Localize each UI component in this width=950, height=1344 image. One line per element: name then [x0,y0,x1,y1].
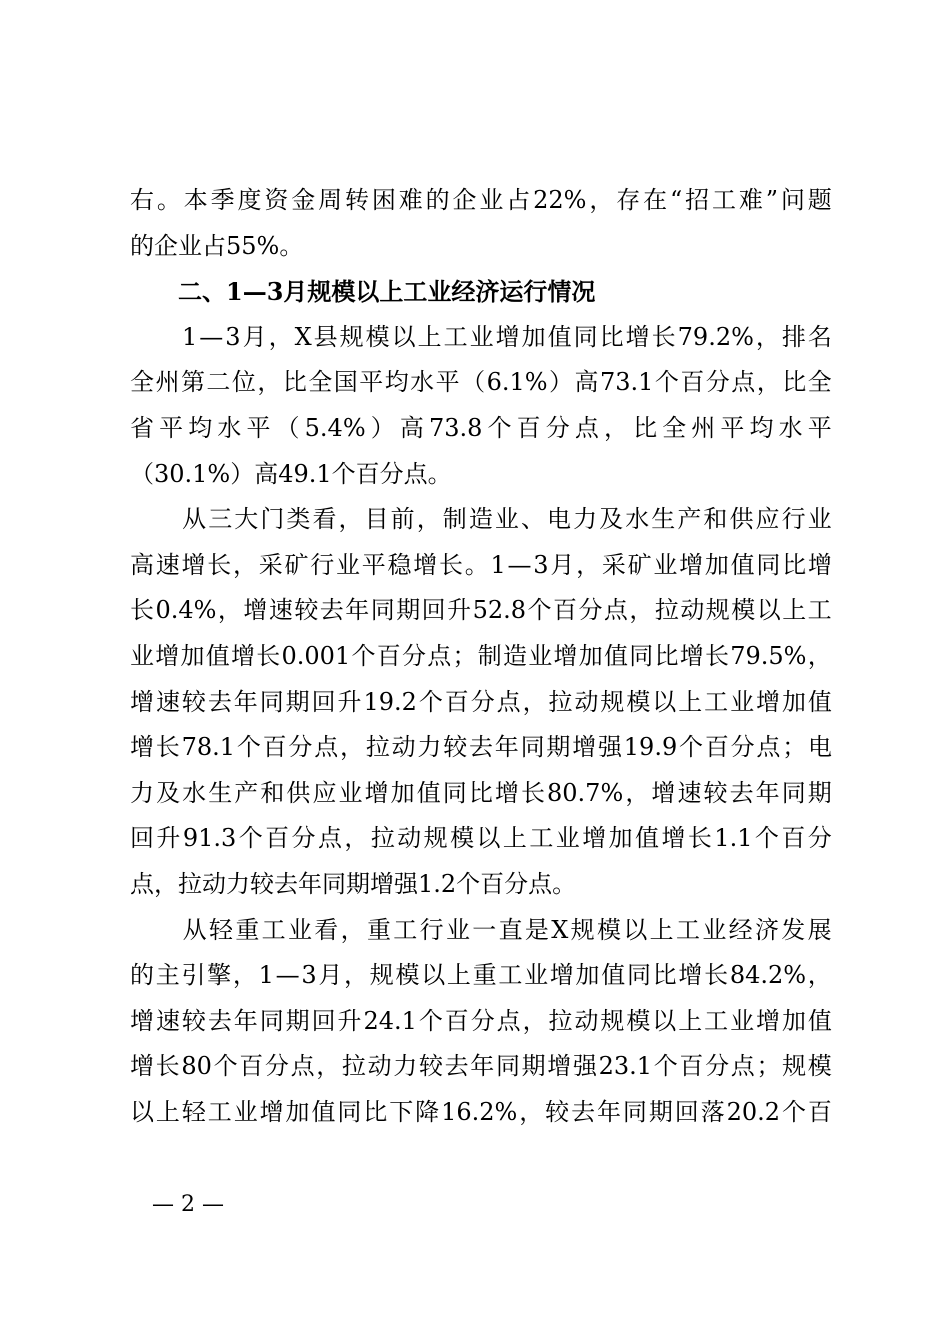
paragraph-line: 增 速 较 去 年 同 期 回 升 19.2 个 百 分 点 ， 拉 动 规 模 以 上 工 业 增 加 值 [130,687,832,716]
paragraph-line: 力 及 水 生 产 和 供 应 业 增 加 值 同 比 增 长 80.7% ， 增 速 较 去 年 同 期 [130,778,832,807]
paragraph-line: 回 升 91.3 个 百 分 点 ， 拉 动 规 模 以 上 工 业 增 加 值 增 长 1.1 个 百 分 [130,824,832,853]
paragraph-line: 以 上 轻 工 业 增 加 值 同 比 下 降 16.2% ， 较 去 年 同 期 回 落 20.2 个 百 [130,1097,832,1126]
paragraph-line: 的企业占55%。 [130,231,304,260]
paragraph-line: 省 平 均 水 平 （ 5.4% ） 高 73.8 个 百 分 点 ， 比 全 州 平 均 水 平 [130,413,832,442]
document-body [130,178,832,1135]
paragraph-line: 右 。 本 季 度 资 金 周 转 困 难 的 企 业 占 22% ， 存 在 “ 招 工 难 ” 问 题 [130,186,832,214]
paragraph-line: 增 长 78.1 个 百 分 点 ， 拉 动 力 较 去 年 同 期 增 强 19.9 个 百 分 点 ； 电 [130,733,832,762]
paragraph-line: 业 增 加 值 增 长 0.001 个 百 分 点 ； 制 造 业 增 加 值 同 比 增 长 79.5% ， [130,641,832,670]
paragraph-line: 长 0.4% ， 增 速 较 去 年 同 期 回 升 52.8 个 百 分 点 ， 拉 动 规 模 以 上 工 [130,596,832,625]
section-heading: 二、1—3月规模以上工业经济运行情况 [130,277,596,307]
paragraph-line: 点，拉动力较去年同期增强1.2个百分点。 [130,869,577,898]
paragraph-line: 增 速 较 去 年 同 期 回 升 24.1 个 百 分 点 ， 拉 动 规 模 以 上 工 业 增 加 值 [130,1006,832,1035]
paragraph-line: 的 主 引 擎 ， 1 — 3 月 ， 规 模 以 上 重 工 业 增 加 值 同 比 增 长 84.2% ， [130,961,832,990]
paragraph-line: 从 三 大 门 类 看 ， 目 前 ， 制 造 业 、 电 力 及 水 生 产 和 供 应 行 业 [182,505,832,534]
page-number: — 2 — [152,1192,224,1217]
paragraph-line: 从 轻 重 工 业 看 ， 重 工 行 业 一 直 是 X 规 模 以 上 工 业 经 济 发 展 [182,915,832,944]
paragraph-line: 增 长 80 个 百 分 点 ， 拉 动 力 较 去 年 同 期 增 强 23.1 个 百 分 点 ； 规 模 [130,1052,832,1081]
paragraph-line: （30.1%）高49.1个百分点。 [130,459,452,488]
paragraph-line: 1 — 3 月 ， X 县 规 模 以 上 工 业 增 加 值 同 比 增 长 79.2% ， 排 名 [182,322,832,351]
paragraph-line: 全 州 第 二 位 ， 比 全 国 平 均 水 平 （ 6.1% ） 高 73.1 个 百 分 点 ， 比 全 [130,368,832,397]
paragraph-line: 高 速 增 长 ， 采 矿 行 业 平 稳 增 长 。 1 — 3 月 ， 采 矿 业 增 加 值 同 比 增 [130,550,832,579]
